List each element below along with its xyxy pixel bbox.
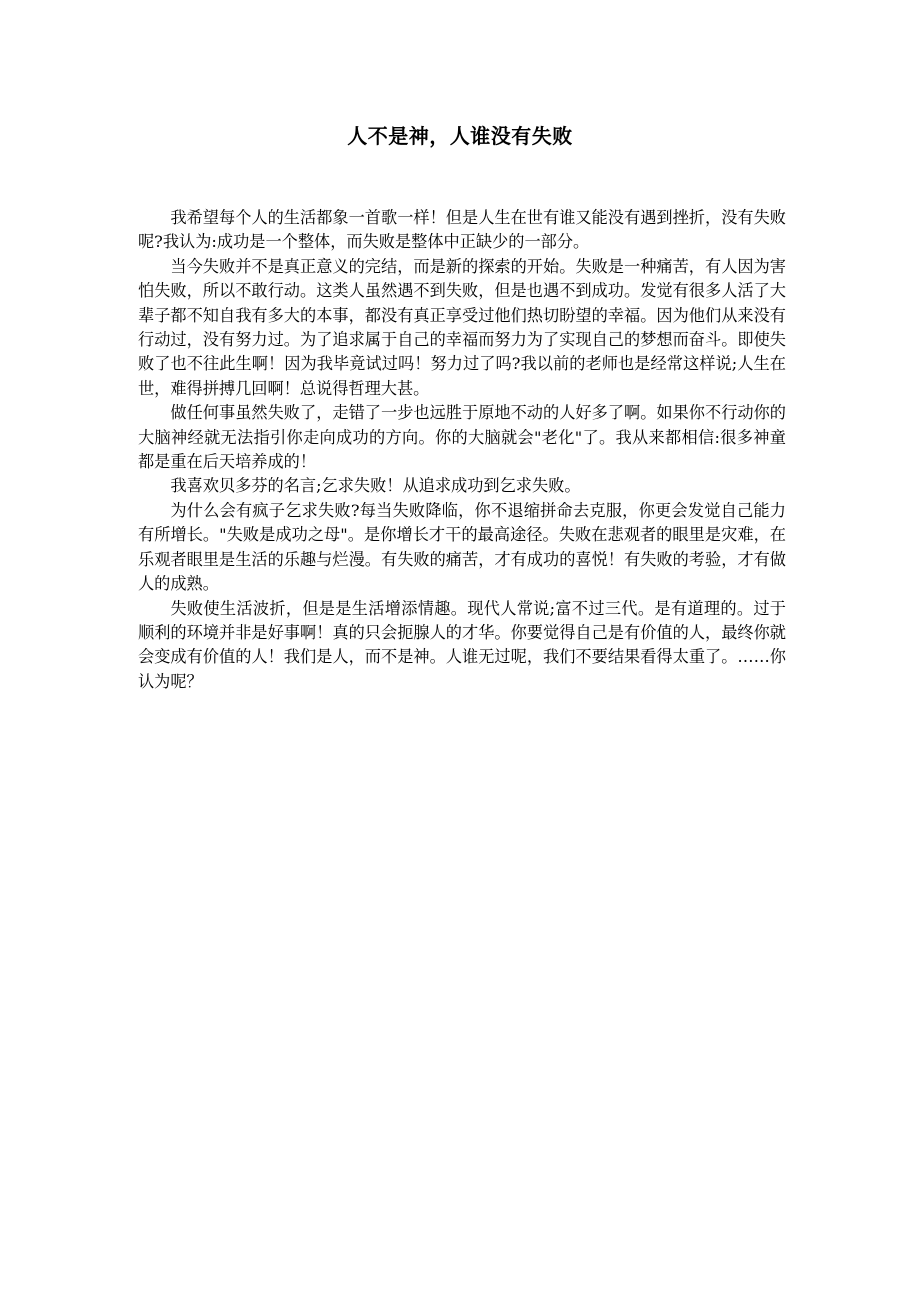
paragraph: 当今失败并不是真正意义的完结，而是新的探索的开始。失败是一种痛苦，有人因为害怕失败，所以不敢行动。这类人虽然遇不到失败，但是也遇不到成功。发觉有很多人活了大辈子都不知自我有多大的本事，都没有真正享受过他们热切盼望的幸福。因为他们从来没有行动过，没有努力过。为了追求属于自己的幸福而努力为了实现自己的梦想而奋斗。即使失败了也不往此生啊！因为我毕竟试过吗！努力过了吗?我以前的老师也是经常这样说;人生在世，难得拼搏几回啊！总说得哲理大甚。 bbox=[138, 256, 786, 398]
document-body bbox=[138, 206, 786, 694]
paragraph: 失败使生活波折，但是是生活增添情趣。现代人常说;富不过三代。是有道理的。过于顺利的环境并非是好事啊！真的只会扼腺人的才华。你要觉得自己是有价值的人，最终你就会变成有价值的人！我们是人，而不是神。人谁无过呢，我们不要结果看得太重了。……你认为呢？ bbox=[138, 598, 786, 691]
paragraph: 我喜欢贝多芬的名言;乞求失败！从追求成功到乞求失败。 bbox=[170, 476, 581, 496]
paragraph: 做任何事虽然失败了，走错了一步也远胜于原地不动的人好多了啊。如果你不行动你的大脑神经就无法指引你走向成功的方向。你的大脑就会"老化"了。我从来都相信:很多神童都是重在后天培养成的！ bbox=[138, 403, 786, 472]
paragraph: 为什么会有疯子乞求失败?每当失败降临，你不退缩拼命去克服，你更会发觉自己能力有所增长。"失败是成功之母"。是你增长才干的最高途径。失败在悲观者的眼里是灾难，在乐观者眼里是生活的乐趣与烂漫。有失败的痛苦，才有成功的喜悦！有失败的考验，才有做人的成熟。 bbox=[138, 500, 786, 594]
paragraph: 我希望每个人的生活都象一首歌一样！但是人生在世有谁又能没有遇到挫折，没有失败呢?我认为:成功是一个整体，而失败是整体中正缺少的一部分。 bbox=[138, 208, 786, 252]
document-title: 人不是神，人谁没有失败 bbox=[347, 124, 573, 148]
